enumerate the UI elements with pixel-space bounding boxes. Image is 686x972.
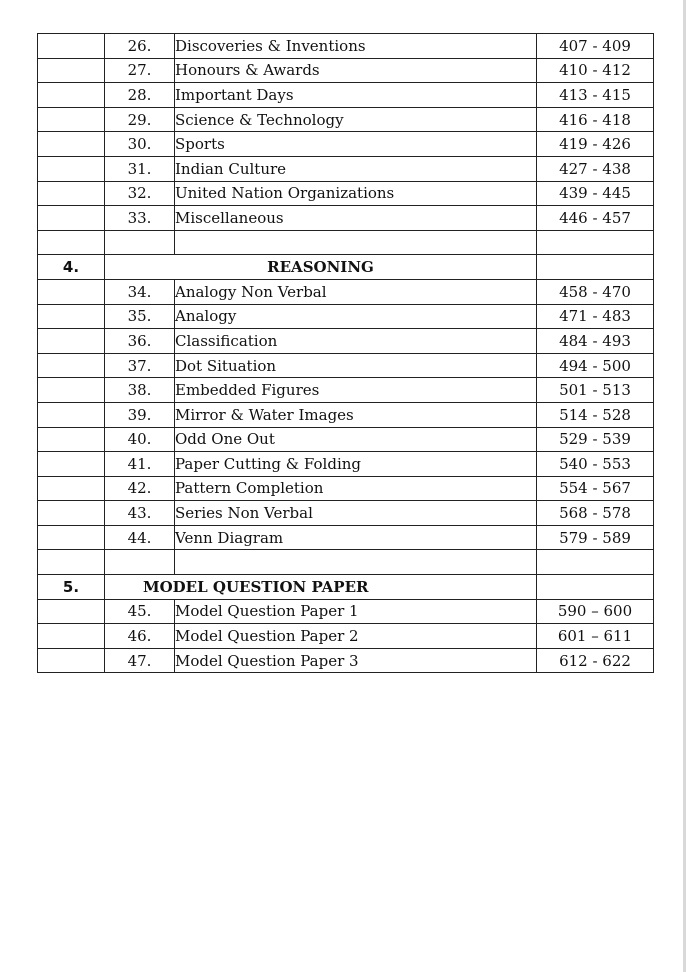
section-cell — [38, 156, 105, 181]
entry-pages: 612 - 622 — [537, 648, 654, 673]
section-cell — [38, 353, 105, 378]
entry-number: 34. — [105, 279, 175, 304]
section-cell — [38, 525, 105, 550]
table-row — [38, 648, 654, 673]
section-cell — [38, 329, 105, 354]
entry-number: 36. — [105, 329, 175, 354]
table-row — [38, 501, 654, 526]
entry-topic: Honours & Awards — [175, 58, 537, 83]
entry-pages: 554 - 567 — [537, 476, 654, 501]
entry-number: 27. — [105, 58, 175, 83]
entry-topic: Pattern Completion — [175, 476, 537, 501]
section-cell — [38, 427, 105, 452]
table-row — [38, 34, 654, 59]
section-number: 4. — [38, 255, 105, 280]
table-row — [38, 58, 654, 83]
entry-number: 42. — [105, 476, 175, 501]
section-cell — [38, 378, 105, 403]
entry-topic: Discoveries & Inventions — [175, 34, 537, 59]
table-row — [38, 107, 654, 132]
section-number: 5. — [38, 575, 105, 600]
entry-number: 46. — [105, 624, 175, 649]
table-row — [38, 304, 654, 329]
table-row — [38, 279, 654, 304]
entry-pages: 446 - 457 — [537, 206, 654, 231]
blank-row — [38, 230, 654, 255]
section-cell — [38, 599, 105, 624]
entry-number: 33. — [105, 206, 175, 231]
entry-pages: 529 - 539 — [537, 427, 654, 452]
table-row — [38, 329, 654, 354]
entry-pages: 407 - 409 — [537, 34, 654, 59]
section-cell — [38, 501, 105, 526]
entry-topic: United Nation Organizations — [175, 181, 537, 206]
entry-topic: Venn Diagram — [175, 525, 537, 550]
section-cell — [38, 58, 105, 83]
entry-topic: Analogy Non Verbal — [175, 279, 537, 304]
entry-pages: 540 - 553 — [537, 452, 654, 477]
section-cell — [38, 402, 105, 427]
section-header-row — [38, 255, 654, 280]
section-header-row — [38, 575, 654, 600]
table-row — [38, 525, 654, 550]
entry-topic: Important Days — [175, 83, 537, 108]
entry-topic: Dot Situation — [175, 353, 537, 378]
table-row — [38, 427, 654, 452]
entry-pages: 419 - 426 — [537, 132, 654, 157]
entry-number: 44. — [105, 525, 175, 550]
entry-number: 41. — [105, 452, 175, 477]
entry-number: 45. — [105, 599, 175, 624]
entry-topic: Mirror & Water Images — [175, 402, 537, 427]
entry-number: 40. — [105, 427, 175, 452]
entry-pages: 579 - 589 — [537, 525, 654, 550]
entry-topic: Embedded Figures — [175, 378, 537, 403]
table-row — [38, 402, 654, 427]
entry-topic: Model Question Paper 2 — [175, 624, 537, 649]
section-cell — [38, 206, 105, 231]
entry-pages: 590 – 600 — [537, 599, 654, 624]
section-cell — [38, 279, 105, 304]
section-title: REASONING — [105, 255, 537, 280]
entry-pages: 501 - 513 — [537, 378, 654, 403]
entry-topic: Classification — [175, 329, 537, 354]
table-row — [38, 83, 654, 108]
entry-topic: Indian Culture — [175, 156, 537, 181]
entry-topic: Paper Cutting & Folding — [175, 452, 537, 477]
entry-pages: 471 - 483 — [537, 304, 654, 329]
entry-pages: 494 - 500 — [537, 353, 654, 378]
entry-number: 32. — [105, 181, 175, 206]
entry-pages: 484 - 493 — [537, 329, 654, 354]
entry-pages: 413 - 415 — [537, 83, 654, 108]
table-row — [38, 378, 654, 403]
entry-topic: Miscellaneous — [175, 206, 537, 231]
entry-topic: Analogy — [175, 304, 537, 329]
table-of-contents — [37, 33, 654, 673]
entry-pages: 416 - 418 — [537, 107, 654, 132]
section-cell — [38, 452, 105, 477]
entry-topic: Series Non Verbal — [175, 501, 537, 526]
entry-pages: 514 - 528 — [537, 402, 654, 427]
section-title: MODEL QUESTION PAPER — [105, 575, 537, 600]
section-cell — [38, 648, 105, 673]
entry-number: 35. — [105, 304, 175, 329]
entry-number: 37. — [105, 353, 175, 378]
entry-number: 43. — [105, 501, 175, 526]
table-row — [38, 599, 654, 624]
section-cell — [38, 304, 105, 329]
section-cell — [38, 476, 105, 501]
entry-topic: Model Question Paper 1 — [175, 599, 537, 624]
table-row — [38, 132, 654, 157]
section-cell — [38, 83, 105, 108]
entry-pages: 568 - 578 — [537, 501, 654, 526]
entry-pages: 410 - 412 — [537, 58, 654, 83]
table-row — [38, 156, 654, 181]
table-row — [38, 206, 654, 231]
entry-number: 38. — [105, 378, 175, 403]
entry-topic: Sports — [175, 132, 537, 157]
section-cell — [38, 181, 105, 206]
entry-pages: 458 - 470 — [537, 279, 654, 304]
entry-topic: Model Question Paper 3 — [175, 648, 537, 673]
entry-number: 30. — [105, 132, 175, 157]
entry-number: 31. — [105, 156, 175, 181]
table-row — [38, 353, 654, 378]
section-cell — [38, 107, 105, 132]
entry-pages: 439 - 445 — [537, 181, 654, 206]
table-row — [38, 624, 654, 649]
entry-topic: Science & Technology — [175, 107, 537, 132]
entry-number: 29. — [105, 107, 175, 132]
entry-number: 28. — [105, 83, 175, 108]
table-row — [38, 476, 654, 501]
blank-row — [38, 550, 654, 575]
entry-pages: 427 - 438 — [537, 156, 654, 181]
section-cell — [38, 624, 105, 649]
entry-number: 47. — [105, 648, 175, 673]
table-row — [38, 452, 654, 477]
table-row — [38, 181, 654, 206]
entry-number: 39. — [105, 402, 175, 427]
section-cell — [38, 34, 105, 59]
entry-number: 26. — [105, 34, 175, 59]
entry-pages: 601 – 611 — [537, 624, 654, 649]
section-cell — [38, 132, 105, 157]
entry-topic: Odd One Out — [175, 427, 537, 452]
